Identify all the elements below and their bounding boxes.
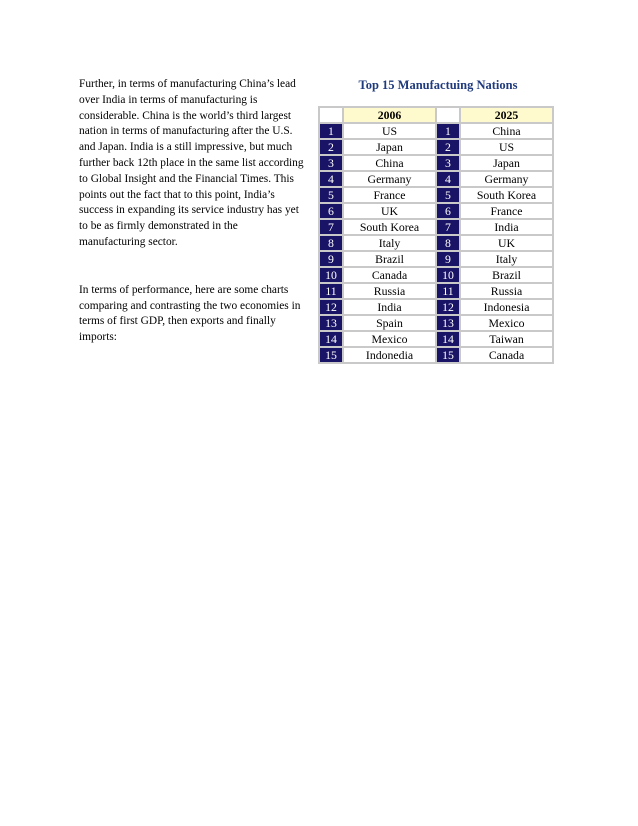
nation-2025-cell: China <box>461 124 552 138</box>
nation-2025-cell: Russia <box>461 284 552 298</box>
rank-2025-cell: 2 <box>437 140 459 154</box>
header-year-2025: 2025 <box>461 108 552 122</box>
rank-2006-cell: 7 <box>320 220 342 234</box>
nation-2025-cell: Italy <box>461 252 552 266</box>
table-row <box>320 284 552 298</box>
table-row <box>320 220 552 234</box>
nation-2025-cell: US <box>461 140 552 154</box>
rank-2025-cell: 9 <box>437 252 459 266</box>
rank-2006-cell: 3 <box>320 156 342 170</box>
body-text-column <box>79 77 307 346</box>
nation-2006-cell: France <box>344 188 435 202</box>
rank-2025-cell: 7 <box>437 220 459 234</box>
nation-2025-cell: France <box>461 204 552 218</box>
table-row <box>320 172 552 186</box>
nation-2006-cell: China <box>344 156 435 170</box>
nation-2006-cell: Brazil <box>344 252 435 266</box>
rank-2006-cell: 13 <box>320 316 342 330</box>
nation-2006-cell: Russia <box>344 284 435 298</box>
nation-2025-cell: UK <box>461 236 552 250</box>
nation-2006-cell: Italy <box>344 236 435 250</box>
table-row <box>320 204 552 218</box>
rank-2006-cell: 6 <box>320 204 342 218</box>
nation-2006-cell: UK <box>344 204 435 218</box>
header-blank-cell <box>437 108 459 122</box>
table-row <box>320 268 552 282</box>
rank-2025-cell: 6 <box>437 204 459 218</box>
rank-2025-cell: 11 <box>437 284 459 298</box>
rank-2025-cell: 13 <box>437 316 459 330</box>
table-row <box>320 252 552 266</box>
nation-2025-cell: Taiwan <box>461 332 552 346</box>
rank-2006-cell: 15 <box>320 348 342 362</box>
nation-2025-cell: Mexico <box>461 316 552 330</box>
nation-2006-cell: Japan <box>344 140 435 154</box>
table-title: Top 15 Manufactuing Nations <box>358 78 518 92</box>
nation-2025-cell: South Korea <box>461 188 552 202</box>
nation-2025-cell: India <box>461 220 552 234</box>
rank-2006-cell: 10 <box>320 268 342 282</box>
rank-2025-cell: 14 <box>437 332 459 346</box>
nation-2006-cell: Germany <box>344 172 435 186</box>
rank-2006-cell: 2 <box>320 140 342 154</box>
table-row <box>320 316 552 330</box>
header-year-2006: 2006 <box>344 108 435 122</box>
paragraph-performance: In terms of performance, here are some charts comparing and contrasting the two economies in terms of first GDP, then exports and finally imports: <box>79 283 301 344</box>
rank-2025-cell: 15 <box>437 348 459 362</box>
rank-2025-cell: 4 <box>437 172 459 186</box>
nation-2025-cell: Brazil <box>461 268 552 282</box>
nation-2006-cell: Spain <box>344 316 435 330</box>
rank-2006-cell: 12 <box>320 300 342 314</box>
rank-2025-cell: 1 <box>437 124 459 138</box>
rank-2025-cell: 8 <box>437 236 459 250</box>
rank-2006-cell: 11 <box>320 284 342 298</box>
nation-2025-cell: Germany <box>461 172 552 186</box>
table-row <box>320 236 552 250</box>
nation-2006-cell: South Korea <box>344 220 435 234</box>
rank-2006-cell: 14 <box>320 332 342 346</box>
rank-2025-cell: 12 <box>437 300 459 314</box>
table-row <box>320 348 552 362</box>
rank-2025-cell: 10 <box>437 268 459 282</box>
manufacturing-nations-table <box>318 106 554 364</box>
table-row <box>320 188 552 202</box>
nation-2006-cell: Mexico <box>344 332 435 346</box>
nation-2006-cell: US <box>344 124 435 138</box>
rank-2006-cell: 9 <box>320 252 342 266</box>
rank-2025-cell: 3 <box>437 156 459 170</box>
table-row <box>320 300 552 314</box>
nation-2025-cell: Japan <box>461 156 552 170</box>
rank-2006-cell: 4 <box>320 172 342 186</box>
nation-2025-cell: Indonesia <box>461 300 552 314</box>
rank-2006-cell: 8 <box>320 236 342 250</box>
table-row <box>320 124 552 138</box>
rank-2006-cell: 5 <box>320 188 342 202</box>
nation-2006-cell: Indonedia <box>344 348 435 362</box>
header-blank-cell <box>320 108 342 122</box>
paragraph-manufacturing: Further, in terms of manufacturing China’s lead over India in terms of manufacturing is considerable. China is the world’s third largest nation in terms of manufacturing after the U.S. and Japan. India is a still impressive, but much further back 12th place in the same list according to Global Insight and the Financial Times. This points out the fact that to this point, India’s success in expanding its service industry has yet to be as firmly demonstrated in the manufacturing sector. <box>79 78 304 248</box>
rank-2006-cell: 1 <box>320 124 342 138</box>
nation-2006-cell: Canada <box>344 268 435 282</box>
nation-2025-cell: Canada <box>461 348 552 362</box>
table-header-row <box>320 108 552 122</box>
table-row <box>320 332 552 346</box>
rank-2025-cell: 5 <box>437 188 459 202</box>
table-row <box>320 140 552 154</box>
nation-2006-cell: India <box>344 300 435 314</box>
table-row <box>320 156 552 170</box>
